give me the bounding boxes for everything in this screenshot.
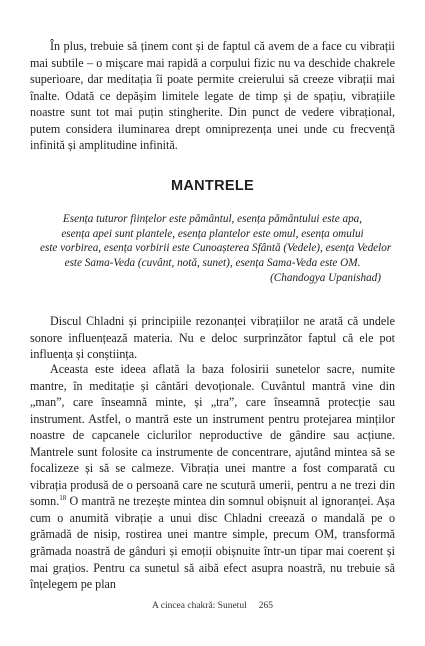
epigraph-line: este vorbirea, esența vorbirii este Cunoașterea Sfântă (Vedele), esența Vedelor	[40, 242, 392, 255]
epigraph-line: Esența tuturor ființelor este pământul, esența pământului este apa,	[62, 213, 363, 225]
running-title: A cincea chakră: Sunetul	[152, 601, 247, 611]
body-paragraph: În plus, trebuie să ținem cont și de faptul că avem de a face cu vibrații mai subtile – o mișcare mai rapidă a corpului fizic nu va deschide chakrele superioare, dar meditația îi poate permite creierului să creeze vibrații mai înalte. Odată ce depășim limitele legate de timp și de spațiu, vibrațiile noastre sunt tot mai puțin stingherite. Din punct de vedere vibrațional, putem considera iluminarea drept omniprezența unei unde cu frecvență infinită și amplitudine infinită.	[30, 39, 395, 153]
body-paragraph	[30, 361, 395, 593]
section-heading: MANTRELE	[171, 178, 254, 194]
paragraph-text: Aceasta este ideea aflată la baza folosirii sunetelor sacre, numite mantre, în meditație și cântări devoționale. Cuvântul mantră vine din „man”, care înseamnă minte, și „tra”, care înseamnă protecție sau instrument. Astfel, o mantră este un instrument pentru protejarea minților noastre de capcanele ciclurilor neproductive de gândire sau acțiune. Mantrele sunt folosite ca instrumente de concentrare, ajutând mintea să se focalizeze și să se calmeze. Vibrația unei mantre a fost comparată cu vibrația produsă de o persoană care ne scutură umerii, pentru a ne trezi din somn.	[30, 362, 395, 509]
body-paragraph: Discul Chladni și principiile rezonanței vibrațiilor ne arată că undele sonore influențează materia. Nu e deloc surprinzător faptul că ele pot influența și conștiința.	[30, 314, 395, 362]
page-number: 265	[258, 601, 273, 611]
page-footer	[0, 601, 425, 611]
epigraph-line: este Sama-Veda (cuvânt, notă, sunet), esența Sama-Veda este OM.	[64, 257, 361, 270]
epigraph-line: esența apei sunt plantele, esența plantelor este omul, esența omului	[61, 227, 364, 240]
epigraph	[40, 212, 392, 286]
footnote-reference: 18	[59, 494, 67, 503]
epigraph-source: (Chandogya Upanishad)	[270, 271, 381, 284]
paragraph-text: O mantră ne trezește mintea din somnul obișnuit al ignoranței. Așa cum o anumită vibrație a unui disc Chladni creează o mandală pe o grămadă de nisip, rostirea unei mantre simple, precum OM, transformă grămada noastră de gânduri și emoții obișnuite într-un tipar mai coerent și mai grațios. Pentru ca sunetul să aibă efect asupra noastră, nu trebuie să înțelegem pe plan	[30, 494, 395, 592]
